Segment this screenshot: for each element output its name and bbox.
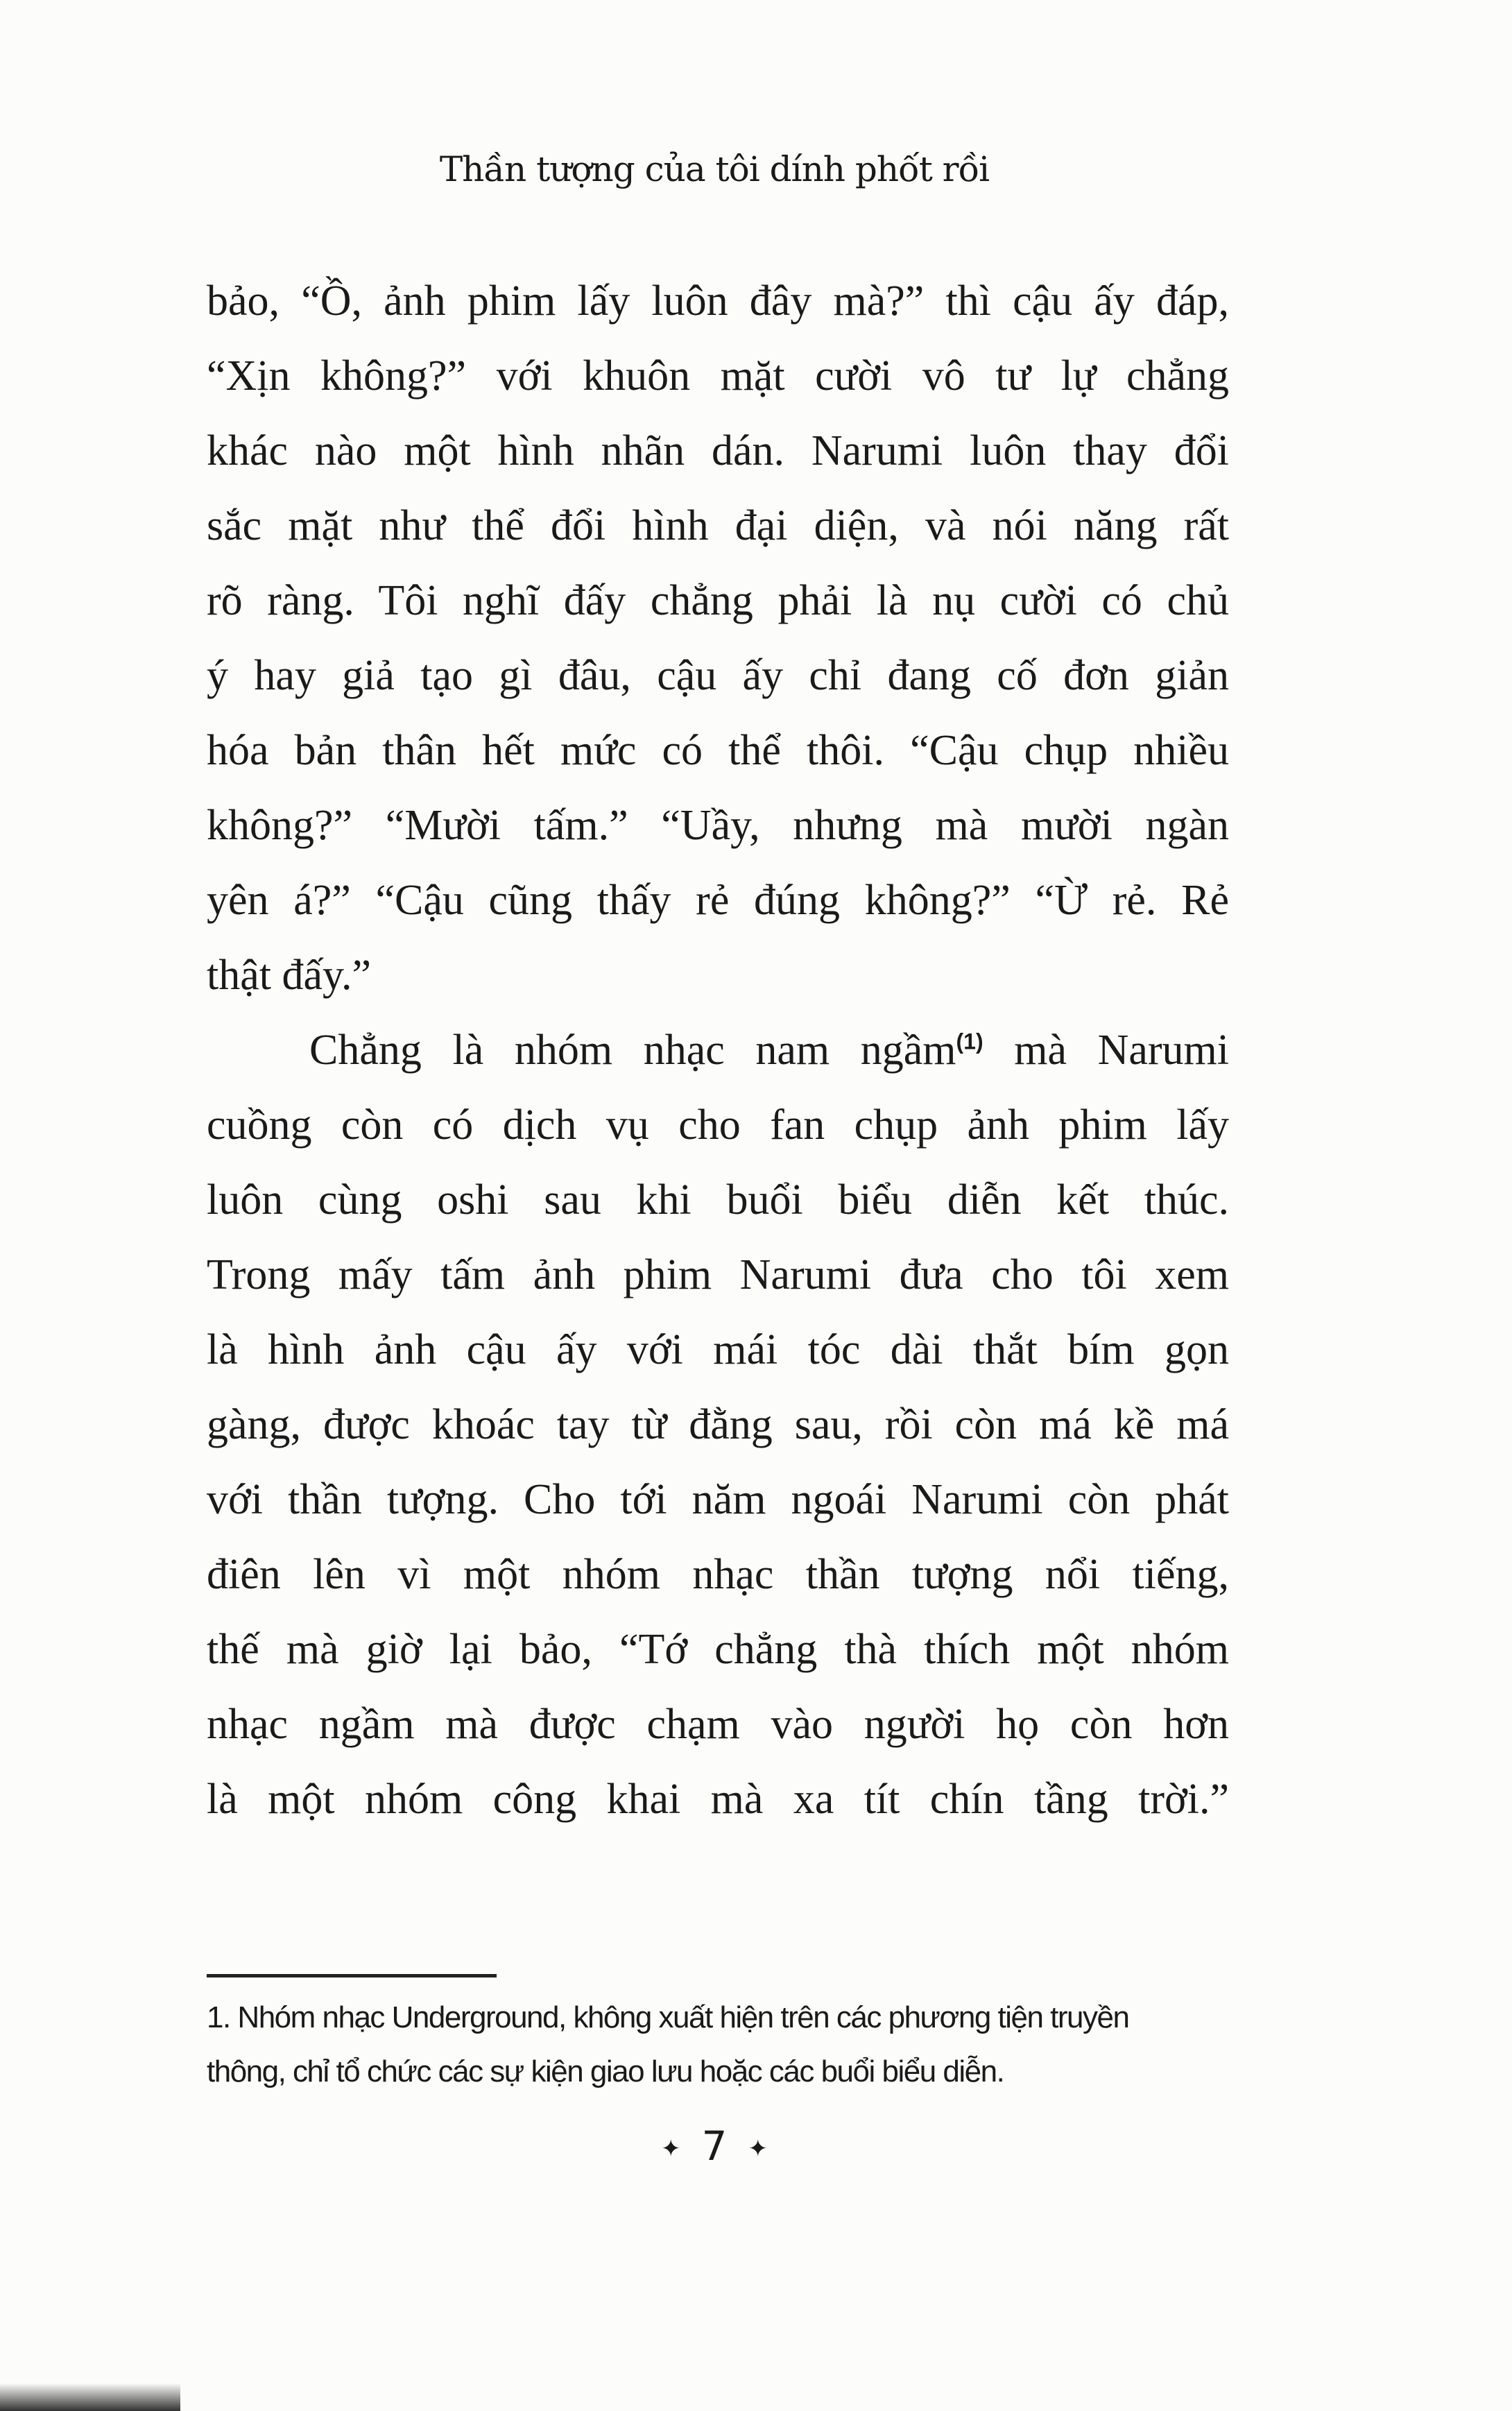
text-segment: gàng, được khoác tay từ đằng sau, rồi còn má kề má xyxy=(207,1401,1229,1448)
running-head: Thần tượng của tôi dính phốt rồi xyxy=(439,149,990,189)
text-segment: hóa bản thân hết mức có thể thôi. “Cậu chụp nhiều xyxy=(207,727,1229,774)
ornament-icon: ✦ xyxy=(748,2134,768,2163)
text-line-content xyxy=(309,1013,1229,1088)
text-line-content xyxy=(207,563,1229,638)
footnote-line: thông, chỉ tổ chức các sự kiện giao lưu hoặc các buổi biểu diễn. xyxy=(207,2054,1004,2088)
text-segment: rõ ràng. Tôi nghĩ đấy chẳng phải là nụ cười có chủ xyxy=(207,577,1229,624)
text-segment: thế mà giờ lại bảo, “Tớ chẳng thà thích một nhóm xyxy=(207,1626,1229,1673)
text-line-content xyxy=(207,1162,1229,1237)
text-line xyxy=(207,638,1229,713)
text-line-content xyxy=(207,413,1229,488)
text-line-content xyxy=(207,1387,1229,1462)
text-segment: điên lên vì một nhóm nhạc thần tượng nổi tiếng, xyxy=(207,1551,1229,1598)
text-line xyxy=(207,1462,1229,1537)
body-text xyxy=(207,264,1229,1837)
text-line xyxy=(207,338,1229,413)
text-line-content xyxy=(207,938,1229,1013)
text-line-content xyxy=(207,863,1229,938)
text-line-content xyxy=(207,1237,1229,1312)
page-edge-shadow xyxy=(0,2383,180,2411)
text-line-content xyxy=(207,264,1229,338)
text-line xyxy=(207,1162,1229,1237)
text-line-content xyxy=(207,1537,1229,1612)
text-segment: cuồng còn có dịch vụ cho fan chụp ảnh phim lấy xyxy=(207,1101,1229,1149)
footnote-reference[interactable]: (1) xyxy=(956,1029,983,1054)
text-segment: không?” “Mười tấm.” “Uầy, nhưng mà mười ngàn xyxy=(207,802,1229,849)
text-line-content xyxy=(207,638,1229,713)
text-segment: là hình ảnh cậu ấy với mái tóc dài thắt bím gọn xyxy=(207,1326,1229,1373)
text-segment: với thần tượng. Cho tới năm ngoái Narumi còn phát xyxy=(207,1476,1229,1523)
text-line-content xyxy=(207,788,1229,863)
text-line xyxy=(207,1612,1229,1687)
footnote xyxy=(207,1991,1240,2099)
text-line xyxy=(207,1537,1229,1612)
text-line-content xyxy=(207,1462,1229,1537)
page-number xyxy=(0,2122,1429,2170)
text-segment: Chẳng là nhóm nhạc nam ngầm xyxy=(309,1027,956,1074)
footnote-line: 1. Nhóm nhạc Underground, không xuất hiện trên các phương tiện truyền xyxy=(207,2000,1129,2034)
text-segment: “Xịn không?” với khuôn mặt cười vô tư lự chẳng xyxy=(207,352,1229,400)
text-line xyxy=(207,264,1229,338)
text-segment: thật đấy.” xyxy=(207,952,371,999)
text-line-content xyxy=(207,338,1229,413)
text-segment: bảo, “Ồ, ảnh phim lấy luôn đây mà?” thì cậu ấy đáp, xyxy=(207,277,1229,325)
text-line xyxy=(207,563,1229,638)
text-line-content xyxy=(207,1088,1229,1162)
text-segment: luôn cùng oshi sau khi buổi biểu diễn kết thúc. xyxy=(207,1176,1229,1224)
text-line xyxy=(207,863,1229,938)
text-line-content xyxy=(207,1612,1229,1687)
text-segment: mà Narumi xyxy=(983,1027,1229,1074)
text-line xyxy=(207,1237,1229,1312)
text-line xyxy=(207,1088,1229,1162)
text-line-content xyxy=(207,488,1229,563)
footnote-divider xyxy=(207,1974,497,1977)
text-segment: là một nhóm công khai mà xa tít chín tầng trời.” xyxy=(207,1776,1229,1823)
text-line xyxy=(207,1687,1229,1762)
text-line-content xyxy=(207,1312,1229,1387)
text-line-content xyxy=(207,713,1229,788)
text-line xyxy=(207,788,1229,863)
text-line-content xyxy=(207,1687,1229,1762)
text-line xyxy=(207,713,1229,788)
ornament-icon: ✦ xyxy=(661,2134,681,2163)
text-segment: sắc mặt như thể đổi hình đại diện, và nói năng rất xyxy=(207,502,1229,549)
text-line xyxy=(207,488,1229,563)
page-number-value: 7 xyxy=(701,2122,728,2170)
text-line xyxy=(207,1312,1229,1387)
text-segment: yên á?” “Cậu cũng thấy rẻ đúng không?” “Ừ rẻ. Rẻ xyxy=(207,877,1229,924)
text-segment: nhạc ngầm mà được chạm vào người họ còn hơn xyxy=(207,1701,1229,1748)
text-line xyxy=(207,1013,1229,1088)
text-line xyxy=(207,1762,1229,1837)
text-line xyxy=(207,1387,1229,1462)
text-line xyxy=(207,413,1229,488)
text-segment: ý hay giả tạo gì đâu, cậu ấy chỉ đang cố đơn giản xyxy=(207,652,1229,699)
text-segment: Trong mấy tấm ảnh phim Narumi đưa cho tôi xem xyxy=(207,1251,1229,1298)
text-segment: khác nào một hình nhãn dán. Narumi luôn thay đổi xyxy=(207,427,1229,474)
text-line-content xyxy=(207,1762,1229,1837)
text-line xyxy=(207,938,1229,1013)
